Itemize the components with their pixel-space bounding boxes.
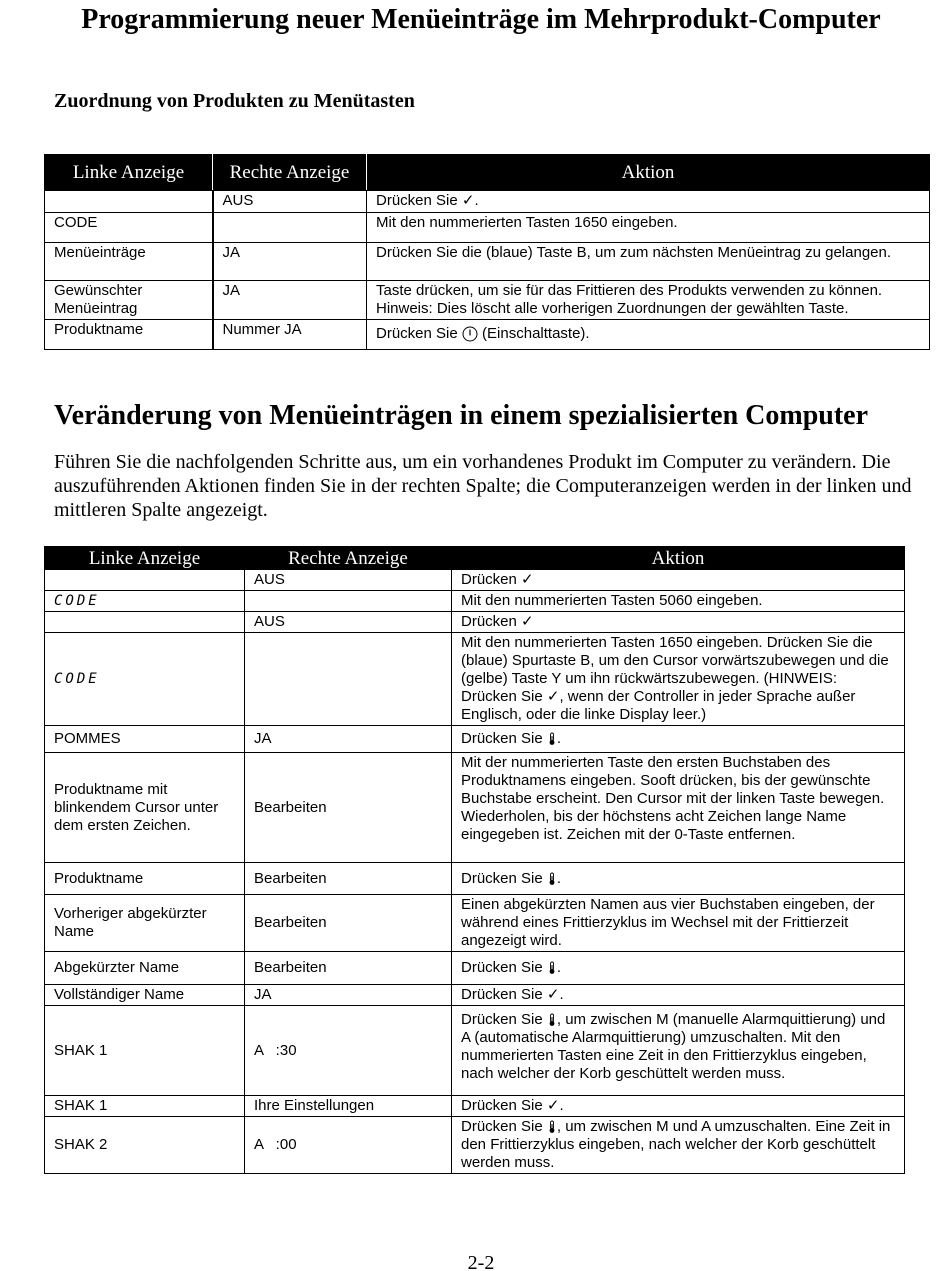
table-row xyxy=(45,281,930,320)
action-text: Drücken Sie xyxy=(461,1118,543,1135)
cell-action: Mit den nummerierten Tasten 1650 eingeben. Drücken Sie die (blaue) Spurtaste B, um den Cursor vorwärtszubewegen und die (gelbe) Taste Y um ihn rückwärtszubewegen. (HINWEIS: Drücken Sie ✓, wenn der Controller in jeder Sprache außer Englisch, oder die linke Display leer.) xyxy=(452,633,905,726)
cell-action: Drücken Sie ✓. xyxy=(452,1096,905,1117)
cell-right: AUS xyxy=(245,612,452,633)
action-text: Drücken Sie xyxy=(461,730,543,747)
thermometer-icon xyxy=(547,1120,557,1134)
cell-right: A :30 xyxy=(245,1006,452,1096)
cell-right: Bearbeiten xyxy=(245,895,452,952)
table-row xyxy=(45,591,905,612)
table-row xyxy=(45,985,905,1006)
cell-action: Drücken Sie ✓. xyxy=(367,191,930,213)
cell-left: Abgekürzter Name xyxy=(45,952,245,985)
page-number: 2-2 xyxy=(467,1252,495,1271)
action-text: , um zwischen M und A umzuschalten. Eine Zeit in den Frittierzyklus eingeben, nach welcher der Korb geschüttelt werden muss. xyxy=(461,1118,891,1171)
table-row xyxy=(45,243,930,281)
cell-right: JA xyxy=(213,243,367,281)
action-text: Drücken Sie xyxy=(461,869,543,887)
cell-left: SHAK 1 xyxy=(45,1096,245,1117)
cell-left: Vollständiger Name xyxy=(45,985,245,1006)
modification-table xyxy=(44,546,905,1174)
table-row xyxy=(45,753,905,863)
cell-right: JA xyxy=(213,281,367,320)
cell-action xyxy=(452,1117,905,1174)
cell-action: Drücken ✓ xyxy=(452,570,905,591)
cell-action xyxy=(452,1006,905,1096)
header-right-display: Rechte Anzeige xyxy=(213,155,367,191)
action-text: Drücken Sie xyxy=(461,959,543,976)
cell-action: Drücken ✓ xyxy=(452,612,905,633)
table-header-row xyxy=(45,155,930,191)
action-text: Drücken Sie xyxy=(376,325,458,342)
cell-left: Menüeinträge xyxy=(45,243,213,281)
cell-left: Vorheriger abgekürzter Name xyxy=(45,895,245,952)
cell-action xyxy=(452,863,905,895)
cell-right: AUS xyxy=(213,191,367,213)
table-header-row xyxy=(45,547,905,570)
cell-right xyxy=(245,591,452,612)
header-left-display: Linke Anzeige xyxy=(45,155,213,191)
cell-action xyxy=(367,320,930,350)
table-row xyxy=(45,726,905,753)
cell-right: Nummer JA xyxy=(213,320,367,350)
cell-left: Produktname xyxy=(45,320,213,350)
cell-left: Gewünschter Menüeintrag xyxy=(45,281,213,320)
header-action: Aktion xyxy=(367,155,930,191)
table-row xyxy=(45,612,905,633)
cell-right: Bearbeiten xyxy=(245,753,452,863)
cell-action: Mit den nummerierten Tasten 1650 eingeben. xyxy=(367,213,930,243)
assignment-table xyxy=(44,154,930,350)
table-row xyxy=(45,863,905,895)
cell-action: Mit der nummerierten Taste den ersten Buchstaben des Produktnamens eingeben. Sooft drücken, bis der gewünschte Buchstabe erscheint. Den Cursor mit der linken Taste bewegen. Wiederholen, bis der höchstens acht Zeichen lange Name eingegeben ist. Zeichen mit der 0-Taste entfernen. xyxy=(452,753,905,863)
cell-action: Drücken Sie die (blaue) Taste B, um zum nächsten Menüeintrag zu gelangen. xyxy=(367,243,930,281)
cell-right: JA xyxy=(245,985,452,1006)
thermometer-icon xyxy=(547,872,557,886)
cell-action: Einen abgekürzten Namen aus vier Buchstaben eingeben, der während eines Frittierzyklus im Wechsel mit der Frittierzeit angezeigt wird. xyxy=(452,895,905,952)
cell-left xyxy=(45,570,245,591)
section-heading-modification: Veränderung von Menüeinträgen in einem spezialisierten Computer xyxy=(54,400,869,431)
intro-paragraph: Führen Sie die nachfolgenden Schritte aus, um ein vorhandenes Produkt im Computer zu verändern. Die auszuführenden Aktionen finden Sie in der rechten Spalte; die Computeranzeigen werden in der linken und mittleren Spalte angezeigt. xyxy=(54,451,912,521)
cell-right: Ihre Einstellungen xyxy=(245,1096,452,1117)
cell-right xyxy=(245,633,452,726)
cell-action xyxy=(452,726,905,753)
thermometer-icon xyxy=(547,732,557,746)
table-row xyxy=(45,952,905,985)
cell-right xyxy=(213,213,367,243)
action-text: Drücken Sie xyxy=(461,1011,543,1028)
cell-right: AUS xyxy=(245,570,452,591)
thermometer-icon xyxy=(547,1013,557,1027)
table-row xyxy=(45,1006,905,1096)
action-text: . xyxy=(556,959,562,976)
cell-right: JA xyxy=(245,726,452,753)
cell-right: Bearbeiten xyxy=(245,952,452,985)
thermometer-icon xyxy=(547,961,557,975)
header-left-display: Linke Anzeige xyxy=(45,547,245,570)
cell-action xyxy=(452,952,905,985)
table-row xyxy=(45,895,905,952)
cell-left-lcd: CODE xyxy=(45,633,245,726)
table-row xyxy=(45,213,930,243)
table-row xyxy=(45,320,930,350)
action-text: (Einschalttaste). xyxy=(482,325,590,342)
cell-action: Taste drücken, um sie für das Frittieren des Produkts verwenden zu können. Hinweis: Dies löscht alle vorherigen Zuordnungen der gewählten Taste. xyxy=(367,281,930,320)
cell-left: Produktname xyxy=(45,863,245,895)
table-row xyxy=(45,633,905,726)
action-text: . xyxy=(556,730,562,747)
header-action: Aktion xyxy=(452,547,905,570)
cell-action: Drücken Sie ✓. xyxy=(452,985,905,1006)
table-row xyxy=(45,191,930,213)
action-text: , um zwischen M (manuelle Alarmquittierung) und A (automatische Alarmquittierung) umzuschalten. Mit den nummerierten Tasten eine Zeit in den Frittierzyklus eingeben, nach welcher der Korb geschüttelt werden muss. xyxy=(461,1011,886,1082)
table-row xyxy=(45,570,905,591)
cell-left: CODE xyxy=(45,213,213,243)
action-text: . xyxy=(556,869,562,887)
cell-left-lcd: CODE xyxy=(45,591,245,612)
cell-left xyxy=(45,191,213,213)
cell-left xyxy=(45,612,245,633)
power-icon xyxy=(462,326,478,342)
section-heading-assignment: Zuordnung von Produkten zu Menütasten xyxy=(54,90,415,112)
page-title: Programmierung neuer Menüeinträge im Mehrprodukt-Computer xyxy=(81,4,881,35)
cell-left: Produktname mit blinkendem Cursor unter dem ersten Zeichen. xyxy=(45,753,245,863)
header-right-display: Rechte Anzeige xyxy=(245,547,452,570)
cell-left: SHAK 1 xyxy=(45,1006,245,1096)
cell-action: Mit den nummerierten Tasten 5060 eingeben. xyxy=(452,591,905,612)
table-row xyxy=(45,1096,905,1117)
cell-left: POMMES xyxy=(45,726,245,753)
cell-left: SHAK 2 xyxy=(45,1117,245,1174)
cell-right: A :00 xyxy=(245,1117,452,1174)
cell-right: Bearbeiten xyxy=(245,863,452,895)
table-row xyxy=(45,1117,905,1174)
